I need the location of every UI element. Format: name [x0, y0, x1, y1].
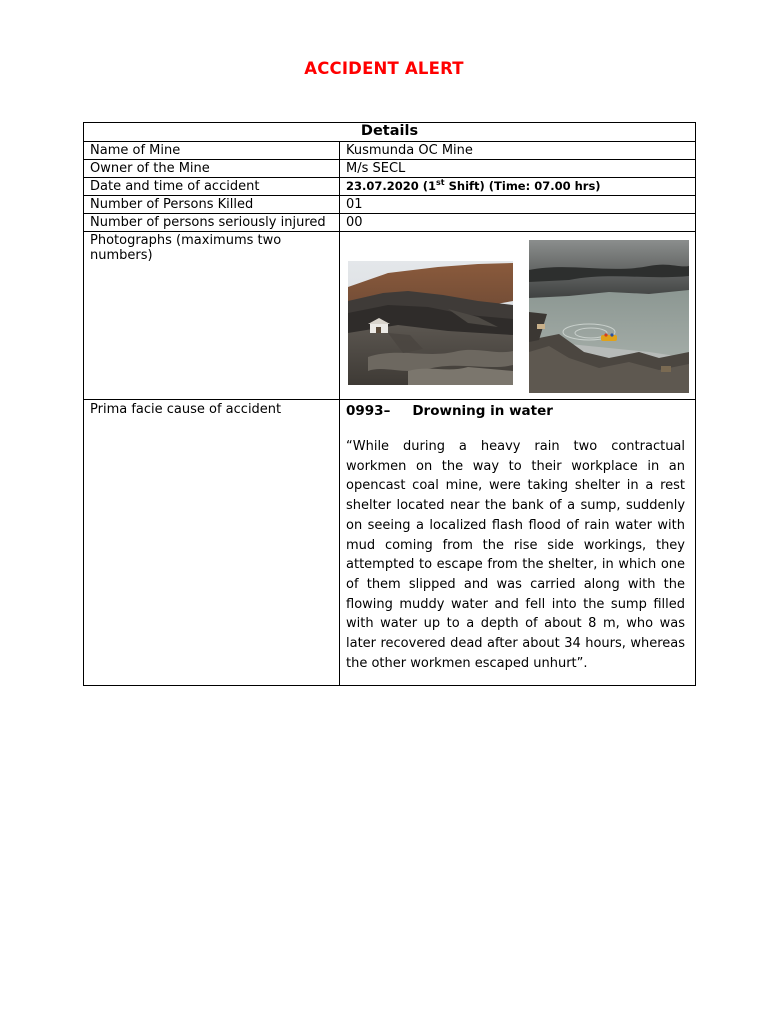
shift-ordinal-suffix: st: [436, 178, 445, 188]
row-label-mine-name: Name of Mine: [84, 142, 340, 160]
row-label-injured: Number of persons seriously injured: [84, 214, 340, 232]
cause-title: Drowning in water: [412, 403, 553, 419]
table-row: [84, 160, 696, 178]
row-value-mine-name: Kusmunda OC Mine: [340, 142, 696, 160]
row-value-injured: 00: [340, 214, 696, 232]
cause-cell: [340, 400, 696, 686]
row-label-photographs: Photographs (maximums two numbers): [84, 232, 340, 400]
mine-bench-shelter-photo: [348, 261, 513, 385]
table-row: [84, 400, 696, 686]
table-header: Details: [84, 123, 696, 142]
table-row: [84, 196, 696, 214]
row-label-owner: Owner of the Mine: [84, 160, 340, 178]
cause-description: “While during a heavy rain two contractual workmen on the way to their workplace in an opencast coal mine, were taking shelter in a rest shelter located near the bank of a sump, suddenly on seeing a localized flash flood of rain water with mud coming from the rise side workings, they attempted to escape from the shelter, in which one of them slipped and was carried along with the flowing muddy water and fell into the sump filled with water up to a depth of about 8 m, who was later recovered dead after about 34 hours, whereas the other workmen escaped unhurt”.: [346, 439, 686, 671]
date-text: 23.07.2020 (1: [346, 179, 437, 193]
row-value-owner: M/s SECL: [340, 160, 696, 178]
row-label-killed: Number of Persons Killed: [84, 196, 340, 214]
shift-time-text: Shift) (Time: 07.00 hrs): [444, 179, 601, 193]
photographs-cell: [340, 232, 696, 400]
details-table: [83, 122, 696, 686]
table-row: [84, 214, 696, 232]
row-value-killed: 01: [340, 196, 696, 214]
cause-heading: [346, 402, 689, 420]
table-row: [84, 232, 696, 400]
row-value-date-time: [340, 178, 696, 196]
table-row: [84, 178, 696, 196]
cause-code: 0993–: [346, 403, 391, 419]
flooded-sump-rescue-boat-photo: [529, 240, 689, 393]
row-label-date-time: Date and time of accident: [84, 178, 340, 196]
row-label-cause: Prima facie cause of accident: [84, 400, 340, 686]
page-title: ACCIDENT ALERT: [304, 59, 464, 78]
table-row: [84, 142, 696, 160]
